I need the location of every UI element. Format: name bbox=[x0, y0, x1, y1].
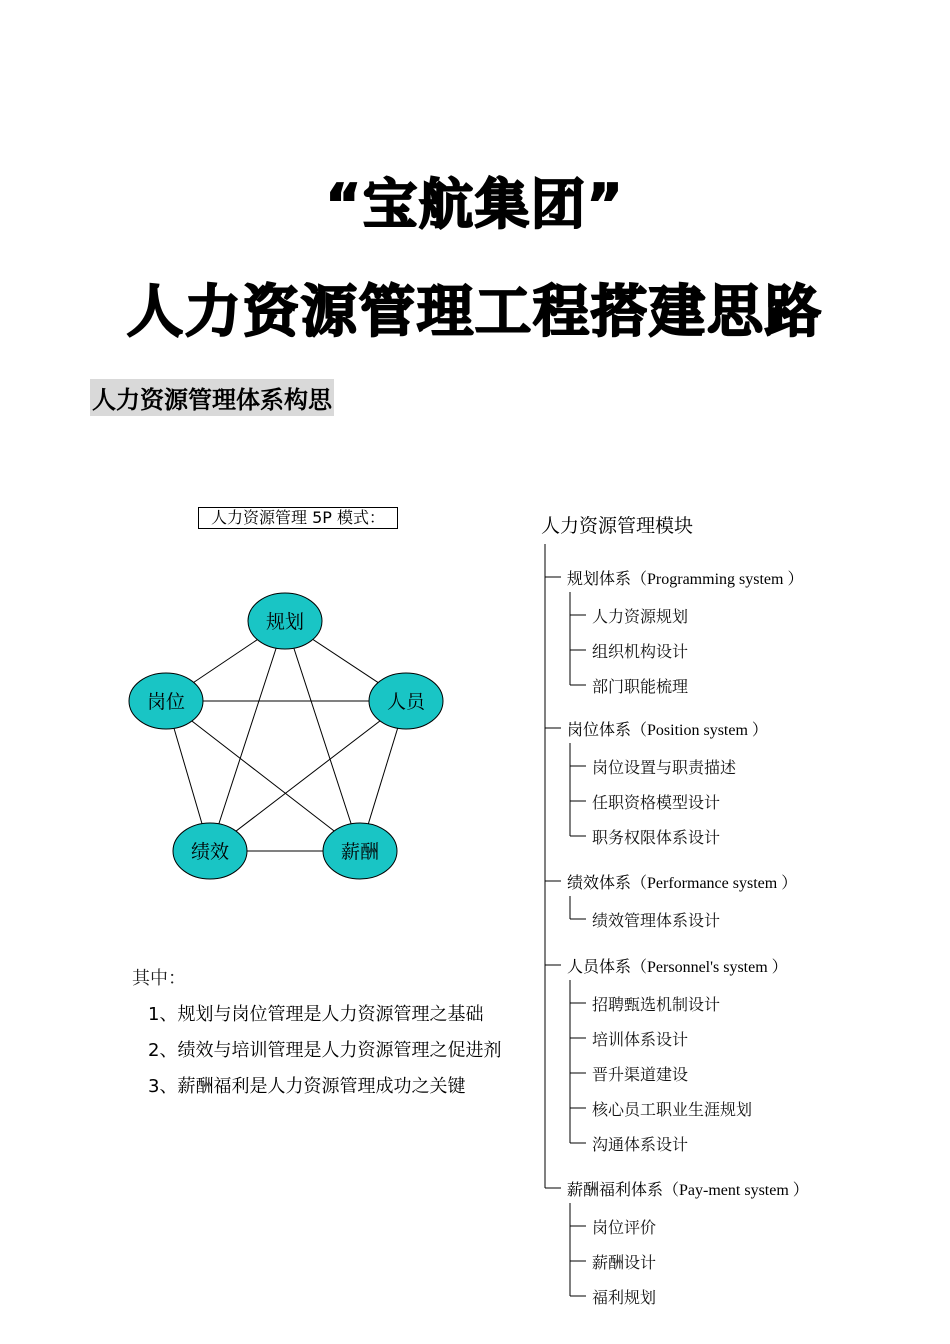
module-group-name: 绩效体系 bbox=[567, 873, 632, 892]
node-label-planning: 规划 bbox=[265, 611, 305, 633]
node-label-personnel: 人员 bbox=[386, 691, 426, 713]
node-label-position: 岗位 bbox=[146, 691, 186, 713]
module-group-english: （Programming system ） bbox=[631, 571, 804, 588]
section-heading: 人力资源管理体系构思 bbox=[90, 379, 334, 416]
module-sub-item: 培训体系设计 bbox=[592, 1030, 689, 1049]
module-group bbox=[567, 1177, 809, 1200]
module-sub-item: 福利规划 bbox=[592, 1288, 657, 1307]
module-sub-item: 岗位设置与职责描述 bbox=[592, 758, 737, 777]
module-sub-item: 薪酬设计 bbox=[592, 1253, 657, 1272]
module-group bbox=[567, 566, 803, 589]
module-group-name: 规划体系 bbox=[567, 569, 632, 588]
module-sub-item: 人力资源规划 bbox=[592, 607, 689, 626]
module-group-english: （Performance system ） bbox=[631, 875, 798, 892]
notes-intro: 其中： bbox=[132, 968, 186, 989]
module-sub-item: 核心员工职业生涯规划 bbox=[592, 1100, 753, 1119]
module-sub-item: 晋升渠道建设 bbox=[592, 1065, 689, 1084]
module-group bbox=[567, 954, 788, 977]
diagram-caption: 人力资源管理 5P 模式： bbox=[198, 507, 398, 529]
module-sub-item: 岗位评价 bbox=[592, 1218, 657, 1237]
document-title-line-1: “宝航集团” bbox=[325, 173, 625, 236]
note-item: 3、薪酬福利是人力资源管理成功之关键 bbox=[148, 1076, 466, 1097]
module-sub-item: 部门职能梳理 bbox=[592, 677, 689, 696]
node-label-performance: 绩效 bbox=[190, 841, 230, 863]
module-sub-item: 职务权限体系设计 bbox=[592, 828, 721, 847]
module-group-english: （Position system ） bbox=[631, 722, 768, 739]
module-group-name: 人员体系 bbox=[567, 957, 632, 976]
modules-heading: 人力资源管理模块 bbox=[541, 515, 694, 537]
note-item: 1、规划与岗位管理是人力资源管理之基础 bbox=[148, 1004, 484, 1025]
note-item: 2、绩效与培训管理是人力资源管理之促进剂 bbox=[148, 1040, 502, 1061]
module-sub-item: 绩效管理体系设计 bbox=[592, 911, 721, 930]
module-sub-item: 任职资格模型设计 bbox=[592, 793, 721, 812]
module-sub-item: 组织机构设计 bbox=[592, 642, 689, 661]
module-group-name: 岗位体系 bbox=[567, 720, 632, 739]
module-group-english: （Personnel's system ） bbox=[631, 959, 788, 976]
module-group-english: （Pay-ment system ） bbox=[663, 1182, 809, 1199]
module-sub-item: 沟通体系设计 bbox=[592, 1135, 689, 1154]
document-title-line-2: 人力资源管理工程搭建思路 bbox=[127, 280, 823, 345]
node-label-compensation: 薪酬 bbox=[340, 841, 380, 863]
module-sub-item: 招聘甄选机制设计 bbox=[592, 995, 721, 1014]
module-group-name: 薪酬福利体系 bbox=[567, 1180, 664, 1199]
module-group bbox=[567, 717, 768, 740]
module-group bbox=[567, 870, 797, 893]
